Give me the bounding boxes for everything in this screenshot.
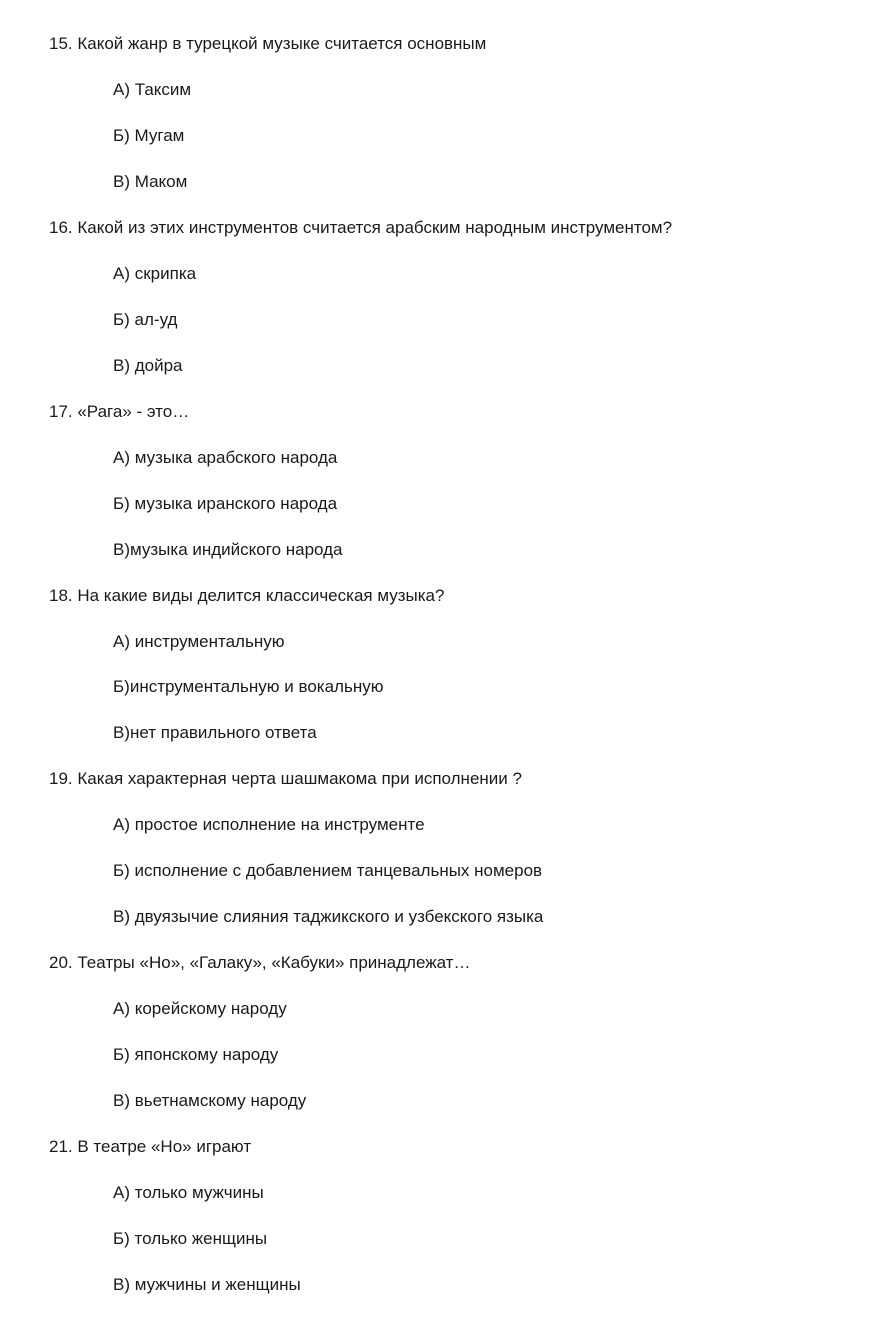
question-21: 21. В театре «Но» играют (49, 1137, 252, 1156)
question-19-option-a: А) простое исполнение на инструменте (113, 815, 425, 834)
question-21-option-a: А) только мужчины (113, 1183, 264, 1202)
question-17: 17. «Рага» - это… (49, 402, 190, 421)
question-18-option-b: Б)инструментальную и вокальную (113, 677, 384, 696)
question-16-option-b: Б) ал-уд (113, 310, 178, 329)
question-19: 19. Какая характерная черта шашмакома при исполнении ? (49, 769, 522, 788)
question-15-option-b: Б) Мугам (113, 126, 185, 145)
question-16-option-c: В) дойра (113, 356, 183, 375)
question-19-option-b: Б) исполнение с добавлением танцевальных номеров (113, 861, 543, 880)
question-17-option-a: А) музыка арабского народа (113, 448, 338, 467)
question-21-option-b: Б) только женщины (113, 1229, 268, 1248)
question-20-option-a: А) корейскому народу (113, 999, 287, 1018)
question-16-option-a: А) скрипка (113, 264, 197, 283)
question-18: 18. На какие виды делится классическая музыка? (49, 586, 445, 605)
question-18-option-a: А) инструментальную (113, 632, 285, 651)
question-15-option-c: В) Маком (113, 172, 188, 191)
question-21-option-c: В) мужчины и женщины (113, 1275, 301, 1294)
question-18-option-c: В)нет правильного ответа (113, 723, 317, 742)
question-15-option-a: А) Таксим (113, 80, 192, 99)
question-19-option-c: В) двуязычие слияния таджикского и узбекского языка (113, 907, 544, 926)
question-20-option-b: Б) японскому народу (113, 1045, 279, 1064)
question-20-option-c: В) вьетнамскому народу (113, 1091, 307, 1110)
question-16: 16. Какой из этих инструментов считается арабским народным инструментом? (49, 218, 673, 237)
question-20: 20. Театры «Но», «Галаку», «Кабуки» принадлежат… (49, 953, 471, 972)
question-17-option-c: В)музыка индийского народа (113, 540, 343, 559)
question-15: 15. Какой жанр в турецкой музыке считается основным (49, 34, 487, 53)
question-17-option-b: Б) музыка иранского народа (113, 494, 338, 513)
